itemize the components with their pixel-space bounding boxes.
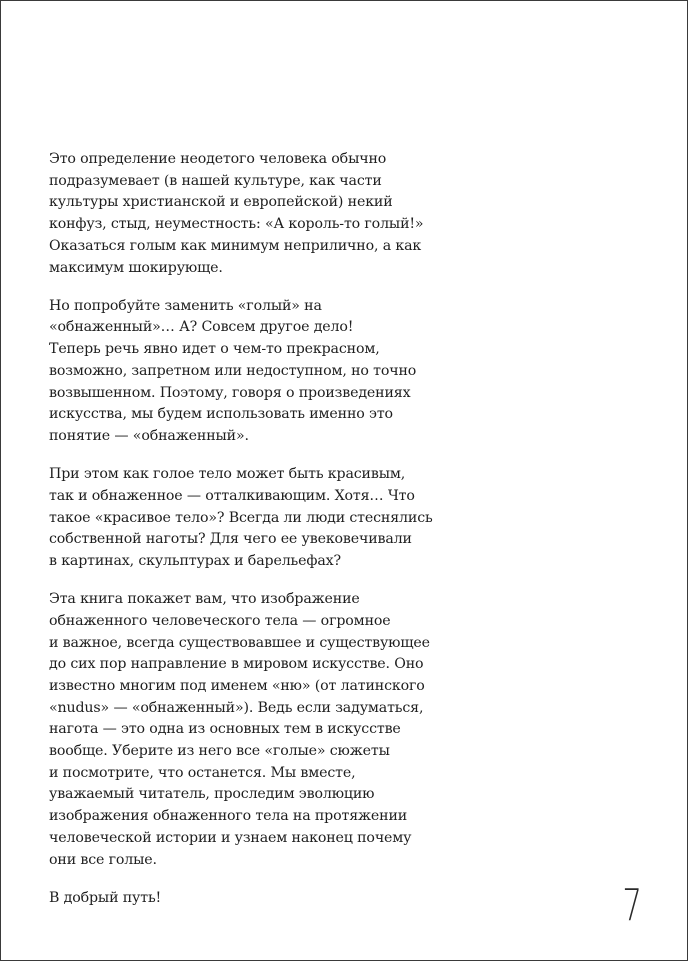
text-line: искусства, мы будем использовать именно это — [49, 406, 393, 423]
paragraph-3 — [49, 464, 439, 573]
text-line: «обнаженный»… А? Совсем другое дело! — [49, 319, 354, 336]
text-line: Теперь речь явно идет о чем-то прекрасном, — [49, 341, 380, 358]
text-line: подразумевает (в нашей культуре, как части — [49, 172, 382, 189]
text-line: изображения обнаженного тела на протяжении — [49, 808, 408, 825]
text-line: известно многим под именем «ню» (от латинского — [49, 677, 425, 694]
text-line: В добрый путь! — [49, 889, 162, 906]
text-line: Но попробуйте заменить «голый» на — [49, 297, 322, 314]
text-line: культуры христианской и европейской) некий — [49, 194, 393, 211]
text-line: так и обнаженное — отталкивающим. Хотя… Что — [49, 487, 415, 504]
text-line: человеческой истории и узнаем наконец почему — [49, 829, 412, 846]
text-line: Эта книга покажет вам, что изображение — [49, 591, 360, 608]
text-line: собственной наготы? Для чего ее увековечивали — [49, 531, 412, 548]
text-line: конфуз, стыд, неуместность: «А король-то голый!» — [49, 216, 424, 233]
text-line: в картинах, скульптурах и барельефах? — [49, 552, 341, 569]
text-line: такое «красивое тело»? Всегда ли люди стеснялись — [49, 509, 433, 526]
text-line: возможно, запретном или недоступном, но точно — [49, 362, 417, 379]
text-line: вообще. Уберите из него все «голые» сюжеты — [49, 743, 390, 760]
text-line: они все голые. — [49, 851, 157, 868]
text-line: и важное, всегда существовавшее и существующее — [49, 634, 430, 651]
paragraph-4 — [49, 589, 439, 871]
text-line: обнаженного человеческого тела — огромное — [49, 612, 391, 629]
paragraph-1 — [49, 149, 439, 279]
text-line: нагота — это одна из основных тем в искусстве — [49, 721, 401, 738]
paragraph-2 — [49, 296, 439, 448]
paragraph-5 — [49, 888, 439, 910]
text-line: Оказаться голым как минимум неприлично, а как — [49, 237, 422, 254]
text-line: максимум шокирующе. — [49, 259, 223, 276]
body-text — [49, 149, 439, 926]
page-number: 7 — [622, 880, 642, 931]
text-line: Это определение неодетого человека обычно — [49, 151, 387, 167]
text-line: При этом как голое тело может быть красивым, — [49, 466, 406, 483]
text-line: понятие — «обнаженный». — [49, 427, 249, 444]
text-line: возвышенном. Поэтому, говоря о произведениях — [49, 384, 411, 401]
text-line: и посмотрите, что останется. Мы вместе, — [49, 764, 356, 781]
text-line: «nudus» — «обнаженный»). Ведь если задуматься, — [49, 699, 424, 716]
text-line: до сих пор направление в мировом искусстве. Оно — [49, 656, 424, 673]
text-line: уважаемый читатель, проследим эволюцию — [49, 786, 375, 803]
